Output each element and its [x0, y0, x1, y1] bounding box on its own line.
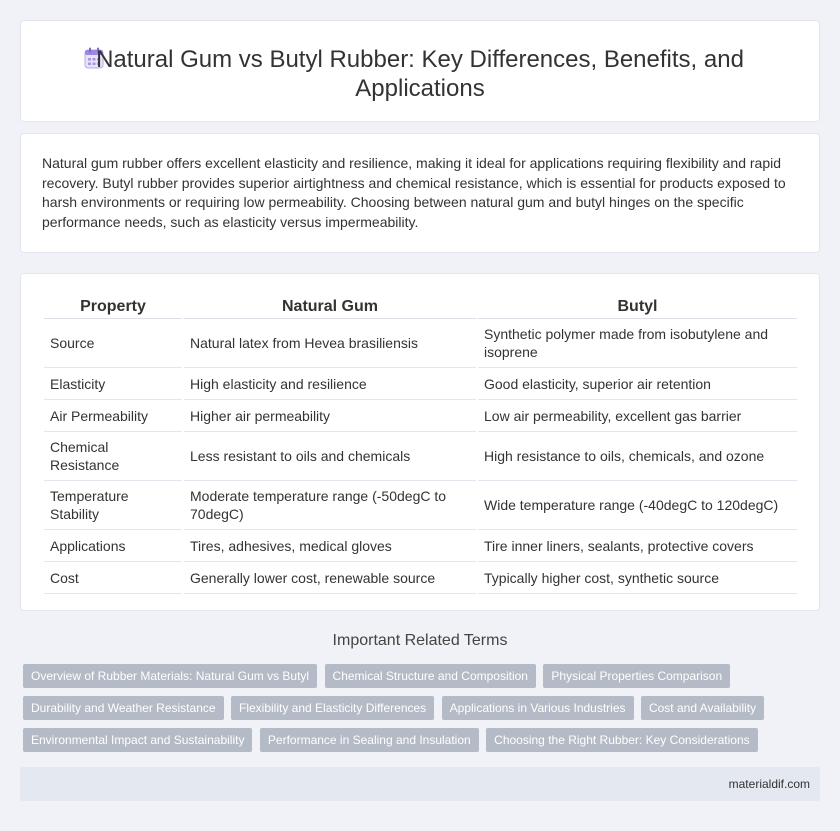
table-cell: Generally lower cost, renewable source	[184, 562, 476, 594]
table-cell: Natural latex from Hevea brasiliensis	[184, 319, 476, 368]
table-cell: Low air permeability, excellent gas barrier	[478, 400, 797, 432]
table-row	[44, 400, 797, 432]
table-cell: High resistance to oils, chemicals, and ozone	[478, 432, 797, 481]
table-row	[44, 562, 797, 594]
table-cell: Tire inner liners, sealants, protective covers	[478, 530, 797, 562]
term-tag[interactable]: Flexibility and Elasticity Differences	[231, 696, 434, 720]
footer-site[interactable]: materialdif.com	[728, 777, 810, 791]
table-cell: High elasticity and resilience	[184, 368, 476, 400]
table-cell: Synthetic polymer made from isobutylene and isoprene	[478, 319, 797, 368]
table-cell: Applications	[44, 530, 182, 562]
term-tag[interactable]: Cost and Availability	[641, 696, 764, 720]
table-header-row	[44, 294, 797, 319]
page-title: Natural Gum vs Butyl Rubber: Key Differences, Benefits, and Applications	[96, 46, 744, 102]
header-card	[20, 20, 820, 122]
table-cell: Tires, adhesives, medical gloves	[184, 530, 476, 562]
table-cell: Moderate temperature range (-50degC to 70degC)	[184, 481, 476, 530]
comparison-table	[42, 294, 799, 594]
table-row	[44, 530, 797, 562]
term-tag[interactable]: Choosing the Right Rubber: Key Considerations	[486, 728, 757, 752]
table-cell: Cost	[44, 562, 182, 594]
header-property: Property	[44, 294, 182, 319]
intro-text: Natural gum rubber offers excellent elasticity and resilience, making it ideal for applications requiring flexibility and rapid recovery. Butyl rubber provides superior airtightness and chemical resistance, which is essential for products exposed to harsh environments or requiring low permeability. Choosing between natural gum and butyl hinges on the specific performance needs, such as elasticity versus impermeability.	[42, 155, 786, 230]
table-row	[44, 368, 797, 400]
term-tag[interactable]: Durability and Weather Resistance	[23, 696, 224, 720]
table-row	[44, 319, 797, 368]
related-terms-tags	[23, 664, 783, 760]
table-cell: Typically higher cost, synthetic source	[478, 562, 797, 594]
term-tag[interactable]: Applications in Various Industries	[442, 696, 634, 720]
header-natural-gum: Natural Gum	[184, 294, 476, 319]
table-cell: Source	[44, 319, 182, 368]
term-tag[interactable]: Chemical Structure and Composition	[325, 664, 536, 688]
related-terms-title: Important Related Terms	[332, 632, 508, 649]
table-row	[44, 432, 797, 481]
table-cell: Temperature Stability	[44, 481, 182, 530]
table-row	[44, 481, 797, 530]
table-cell: Less resistant to oils and chemicals	[184, 432, 476, 481]
term-tag[interactable]: Environmental Impact and Sustainability	[23, 728, 252, 752]
table-cell: Chemical Resistance	[44, 432, 182, 481]
term-tag[interactable]: Overview of Rubber Materials: Natural Gum vs Butyl	[23, 664, 317, 688]
term-tag[interactable]: Performance in Sealing and Insulation	[260, 728, 479, 752]
table-cell: Good elasticity, superior air retention	[478, 368, 797, 400]
table-cell: Higher air permeability	[184, 400, 476, 432]
intro-card	[20, 133, 820, 253]
header-butyl: Butyl	[478, 294, 797, 319]
table-cell: Elasticity	[44, 368, 182, 400]
term-tag[interactable]: Physical Properties Comparison	[543, 664, 730, 688]
footer	[20, 767, 820, 801]
table-cell: Air Permeability	[44, 400, 182, 432]
table-cell: Wide temperature range (-40degC to 120degC)	[478, 481, 797, 530]
comparison-table-card	[20, 273, 820, 611]
